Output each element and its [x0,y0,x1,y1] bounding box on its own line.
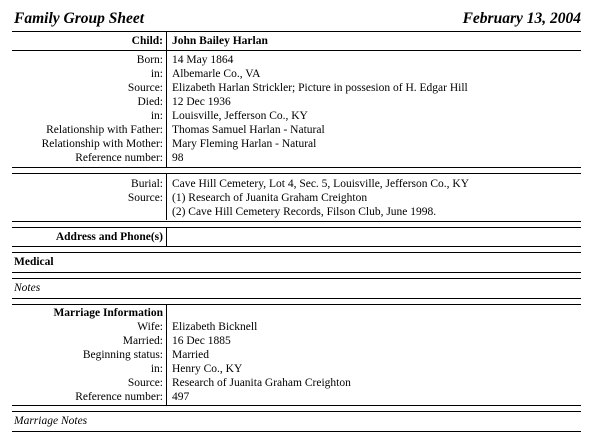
divider [12,278,581,279]
birth-source-value: Elizabeth Harlan Strickler; Picture in possesion of H. Edgar Hill [172,82,468,94]
divider [12,246,581,247]
divider [12,252,581,253]
marriage-notes-heading: Marriage Notes [14,415,88,427]
marriage-source-value: Research of Juanita Graham Creighton [172,377,351,389]
burial-source-2: (2) Cave Hill Cemetery Records, Filson Club, June 1998. [172,206,437,218]
born-label: Born: [136,54,163,66]
divider [12,272,581,273]
wife-label: Wife: [137,321,163,333]
burial-value: Cave Hill Cemetery, Lot 4, Sec. 5, Louisville, Jefferson Co., KY [172,178,470,190]
father-relationship-label: Relationship with Father: [46,124,163,136]
married-value: 16 Dec 1885 [172,335,231,347]
birth-place-label: in: [150,68,163,80]
column-divider [166,32,167,50]
wife-value: Elizabeth Bicknell [172,321,258,333]
died-value: 12 Dec 1936 [172,96,231,108]
divider [12,173,581,174]
divider [12,221,581,222]
marriage-source-label: Source: [127,377,163,389]
death-place-label: in: [150,110,163,122]
mother-relationship-label: Relationship with Mother: [41,138,163,150]
beginning-status-label: Beginning status: [82,349,163,361]
died-label: Died: [137,96,163,108]
birth-source-label: Source: [127,82,163,94]
divider [12,411,581,412]
beginning-status-value: Married [172,349,210,361]
column-divider [166,174,167,220]
address-phone-label: Address and Phone(s) [55,231,163,243]
child-name: John Bailey Harlan [172,35,268,47]
column-divider [166,228,167,246]
sheet-date: February 13, 2004 [462,10,581,27]
burial-source-1: (1) Research of Juanita Graham Creighton [172,192,368,204]
column-divider [166,51,167,167]
divider [12,31,581,32]
born-value: 14 May 1864 [172,54,234,66]
divider [12,405,581,406]
divider [12,304,581,305]
burial-source-label: Source: [127,192,163,204]
notes-heading: Notes [14,282,41,294]
sheet-title: Family Group Sheet [14,10,145,27]
burial-label: Burial: [131,178,163,190]
divider [12,431,581,432]
reference-number-value: 98 [172,152,184,164]
birth-place-value: Albemarle Co., VA [172,68,261,80]
child-label: Child: [131,35,163,47]
marriage-reference-label: Reference number: [75,391,163,403]
marriage-reference-value: 497 [172,391,190,403]
divider [12,167,581,168]
marriage-heading: Marriage Information [53,307,163,319]
divider [12,50,581,51]
medical-heading: Medical [14,256,54,268]
column-divider [166,305,167,405]
father-relationship-value: Thomas Samuel Harlan - Natural [172,124,325,136]
married-label: Married: [122,335,163,347]
divider [12,298,581,299]
mother-relationship-value: Mary Fleming Harlan - Natural [172,138,317,150]
reference-number-label: Reference number: [75,152,163,164]
marriage-place-label: in: [150,363,163,375]
divider [12,227,581,228]
marriage-place-value: Henry Co., KY [172,363,243,375]
death-place-value: Louisville, Jefferson Co., KY [172,110,308,122]
